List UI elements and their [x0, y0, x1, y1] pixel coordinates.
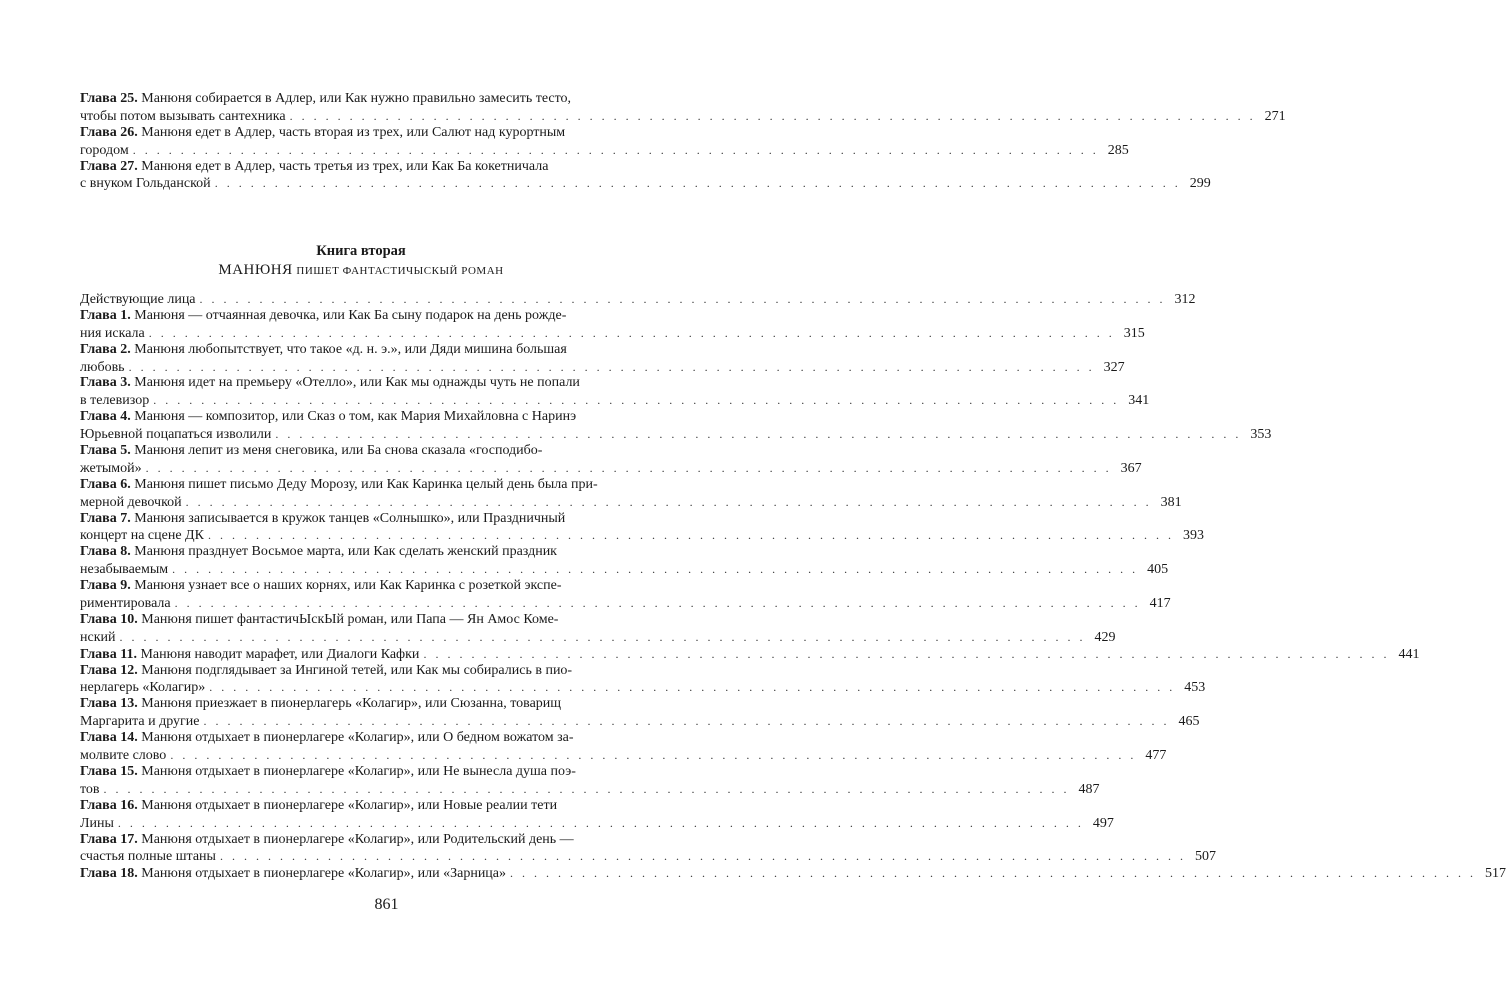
toc-line: [80, 460, 1142, 477]
toc-line: [80, 91, 642, 108]
entry-text: [80, 647, 419, 664]
toc-entry: [80, 91, 1286, 125]
toc-entry: [80, 611, 1116, 646]
entry-text: [80, 342, 567, 359]
dot-leader: . . . . . . . . . . . . . . . . . . . . . . . . . . . . . . . . . . . . . . . . . . . . . . . . . . . . . . . . . . . . . . . . . . . . . . . . . . . . . . . . .: [145, 460, 1112, 475]
entry-text: [80, 443, 542, 460]
toc-line: [80, 781, 1100, 798]
chapter-title: Манюня идет на премьеру «Отелло», или Как мы однажды чуть не попали: [130, 375, 580, 391]
entry-text: [80, 849, 216, 866]
chapter-title: Манюня отдыхает в пионерлагере «Колагир», или Родительский день —: [137, 831, 574, 847]
dot-leader: . . . . . . . . . . . . . . . . . . . . . . . . . . . . . . . . . . . . . . . . . . . . . . . . . . . . . . . . . . . . . . . . . . . . . . . . . . . . . . . . .: [174, 596, 1141, 611]
toc-line: [80, 342, 642, 359]
toc-line: [80, 443, 642, 460]
entry-text: [80, 91, 571, 108]
chapter-title: городом: [80, 142, 129, 158]
page-ref: 312: [1174, 292, 1196, 307]
toc-line: [80, 291, 1196, 308]
entry-text: [80, 630, 116, 647]
chapter-title: Манюня лепит из меня снеговика, или Ба снова сказала «господибо-: [130, 443, 543, 459]
toc-line: [80, 527, 1204, 544]
page-ref: 405: [1147, 562, 1169, 578]
entry-text: [80, 326, 145, 343]
dot-leader: . . . . . . . . . . . . . . . . . . . . . . . . . . . . . . . . . . . . . . . . . . . . . . . . . . . . . . . . . . . . . . . . . . . . . . . . . . . . . . . . .: [510, 866, 1477, 881]
toc-entry: [80, 865, 1506, 882]
dot-leader: . . . . . . . . . . . . . . . . . . . . . . . . . . . . . . . . . . . . . . . . . . . . . . . . . . . . . . . . . . . . . . . . . . . . . . . . . . . . . . . . .: [199, 292, 1166, 306]
entry-text: [80, 816, 114, 833]
toc-line: [80, 679, 1206, 696]
toc-entry: [80, 124, 1129, 159]
page-ref: 497: [1092, 815, 1114, 831]
dot-leader: . . . . . . . . . . . . . . . . . . . . . . . . . . . . . . . . . . . . . . . . . . . . . . . . . . . . . . . . . . . . . . . . . . . . . . . . . . . . . . . . .: [119, 629, 1086, 644]
entry-text: [80, 748, 166, 765]
entry-text: [80, 764, 576, 781]
chapter-number: Глава 14.: [80, 730, 138, 746]
dot-leader: . . . . . . . . . . . . . . . . . . . . . . . . . . . . . . . . . . . . . . . . . . . . . . . . . . . . . . . . . . . . . . . . . . . . . . . . . . . . . . . . .: [203, 714, 1170, 729]
toc-entry: [80, 510, 1204, 545]
toc-line: [80, 629, 1116, 646]
toc-line: [80, 832, 642, 849]
entry-text: [80, 714, 200, 731]
chapter-title: Манюня любопытствует, что такое «д. н. э.», или Дяди мишина большая: [130, 341, 567, 357]
chapter-number: Глава 7.: [80, 510, 131, 526]
chapter-title: Манюня отдыхает в пионерлагере «Колагир», или «Зарница»: [137, 866, 507, 882]
chapter-title: Манюня собирается в Адлер, или Как нужно правильно замесить тесто,: [137, 91, 572, 106]
toc-line: [80, 696, 642, 713]
book-label: Книга вторая: [316, 243, 406, 259]
chapter-title: ния искала: [80, 325, 145, 341]
toc-line: [80, 359, 1125, 376]
chapter-number: Глава 1.: [80, 307, 131, 323]
chapter-title: молвите слово: [80, 748, 167, 764]
toc-entry: [80, 662, 1206, 697]
toc-line: [80, 815, 1114, 832]
toc-entry: [80, 797, 1114, 832]
entry-text: [80, 143, 129, 160]
chapter-title: с внуком Гольданской: [80, 176, 211, 192]
page-ref: 507: [1194, 849, 1216, 865]
entry-text: [80, 125, 565, 142]
toc-entry: [80, 476, 1182, 511]
toc-line: [80, 730, 642, 747]
dot-leader: . . . . . . . . . . . . . . . . . . . . . . . . . . . . . . . . . . . . . . . . . . . . . . . . . . . . . . . . . . . . . . . . . . . . . . . . . . . . . . . . .: [289, 108, 1256, 123]
dot-leader: . . . . . . . . . . . . . . . . . . . . . . . . . . . . . . . . . . . . . . . . . . . . . . . . . . . . . . . . . . . . . . . . . . . . . . . . . . . . . . . . .: [423, 646, 1390, 661]
dot-leader: . . . . . . . . . . . . . . . . . . . . . . . . . . . . . . . . . . . . . . . . . . . . . . . . . . . . . . . . . . . . . . . . . . . . . . . . . . . . . . . . .: [172, 562, 1139, 577]
toc-line: [80, 159, 642, 176]
dot-leader: . . . . . . . . . . . . . . . . . . . . . . . . . . . . . . . . . . . . . . . . . . . . . . . . . . . . . . . . . . . . . . . . . . . . . . . . . . . . . . . . .: [219, 849, 1186, 864]
dot-leader: . . . . . . . . . . . . . . . . . . . . . . . . . . . . . . . . . . . . . . . . . . . . . . . . . . . . . . . . . . . . . . . . . . . . . . . . . . . . . . . . .: [209, 680, 1176, 695]
chapter-title: жетымой»: [80, 460, 142, 476]
toc-entry: [80, 646, 1420, 663]
toc-line: [80, 308, 642, 325]
chapter-title: мерной девочкой: [80, 494, 182, 510]
page-ref: 341: [1128, 393, 1150, 409]
toc-line: [80, 392, 1150, 409]
chapter-title: чтобы потом вызывать сантехника: [80, 108, 286, 124]
page-ref: 393: [1182, 528, 1204, 544]
chapter-title: Манюня приезжает в пионерлагерь «Колагир», или Сюзанна, товарищ: [137, 696, 562, 712]
entry-text: [80, 866, 506, 883]
toc-line: [80, 175, 1211, 192]
toc-line: [80, 494, 1182, 511]
chapter-number: Глава 18.: [80, 866, 138, 882]
toc-entry: [80, 696, 1200, 730]
toc-line: [80, 511, 642, 528]
entry-text: [80, 696, 561, 713]
chapter-title: Лины: [80, 815, 114, 831]
toc-line: [80, 612, 642, 629]
chapter-number: Глава 16.: [80, 797, 138, 813]
toc-line: [80, 595, 1171, 612]
page-ref: 465: [1178, 714, 1200, 730]
chapter-title: Манюня наводит марафет, или Диалоги Кафки: [136, 646, 420, 662]
dot-leader: . . . . . . . . . . . . . . . . . . . . . . . . . . . . . . . . . . . . . . . . . . . . . . . . . . . . . . . . . . . . . . . . . . . . . . . . . . . . . . . . .: [207, 528, 1174, 543]
chapter-title: Манюня — композитор, или Сказ о том, как Мария Михайловна с Наринэ: [130, 409, 577, 425]
chapter-number: Глава 15.: [80, 763, 138, 779]
chapter-number: Глава 2.: [80, 341, 131, 357]
entry-text: [80, 292, 196, 309]
page-ref: 285: [1107, 142, 1129, 158]
dot-leader: . . . . . . . . . . . . . . . . . . . . . . . . . . . . . . . . . . . . . . . . . . . . . . . . . . . . . . . . . . . . . . . . . . . . . . . . . . . . . . . . .: [275, 427, 1242, 442]
chapter-title: Манюня подглядывает за Ингиной тетей, или Как мы собирались в пио-: [137, 662, 573, 678]
page-ref: 367: [1120, 460, 1142, 476]
page-ref: 417: [1149, 596, 1171, 612]
chapter-title: любовь: [80, 359, 125, 375]
toc-entry: [80, 341, 1125, 376]
chapter-number: Глава 4.: [80, 409, 131, 425]
entry-text: [80, 393, 149, 410]
chapter-title: Манюня отдыхает в пионерлагере «Колагир», или О бедном вожатом за-: [137, 730, 574, 746]
entry-text: [80, 832, 574, 849]
dot-leader: . . . . . . . . . . . . . . . . . . . . . . . . . . . . . . . . . . . . . . . . . . . . . . . . . . . . . . . . . . . . . . . . . . . . . . . . . . . . . . . . .: [128, 359, 1095, 374]
entry-text: [80, 176, 211, 193]
dot-leader: . . . . . . . . . . . . . . . . . . . . . . . . . . . . . . . . . . . . . . . . . . . . . . . . . . . . . . . . . . . . . . . . . . . . . . . . . . . . . . . . .: [170, 748, 1137, 763]
toc-line: [80, 108, 1286, 125]
chapter-number: Глава 10.: [80, 611, 138, 627]
entry-text: [80, 680, 205, 697]
chapter-title: концерт на сцене ДК: [80, 528, 204, 544]
entry-text: [80, 798, 557, 815]
chapter-title: счастья полные штаны: [80, 849, 216, 865]
chapter-number: Глава 26.: [80, 124, 138, 140]
page-ref: 429: [1094, 629, 1116, 645]
entry-text: [80, 375, 580, 392]
page-ref: 487: [1078, 781, 1100, 797]
entry-text: [80, 109, 286, 126]
chapter-title: Манюня едет в Адлер, часть третья из трех, или Как Ба кокетничала: [137, 158, 549, 174]
book-two-heading: [80, 243, 642, 279]
chapter-title: Манюня записывается в кружок танцев «Солнышко», или Праздничный: [130, 510, 566, 526]
chapter-number: Глава 9.: [80, 578, 131, 594]
entry-text: [80, 495, 182, 512]
page-ref: 381: [1160, 494, 1182, 510]
chapter-number: Глава 8.: [80, 544, 131, 560]
toc-entry: [80, 158, 1211, 193]
entry-text: [80, 360, 125, 377]
toc-entry: [80, 375, 1150, 409]
chapter-title: Манюня — отчаянная девочка, или Как Ба сыну подарок на день рожде-: [130, 307, 567, 323]
toc-entry: [80, 443, 1142, 477]
chapter-number: Глава 27.: [80, 158, 138, 174]
chapter-number: Глава 6.: [80, 476, 131, 492]
toc-line: [80, 578, 642, 595]
toc-line: [80, 747, 1167, 764]
entry-text: [80, 730, 574, 747]
chapter-title: Манюня празднует Восьмое марта, или Как сделать женский праздник: [130, 544, 557, 560]
page-ref: 327: [1103, 359, 1125, 375]
toc-line: [80, 848, 1216, 865]
entry-text: [80, 308, 566, 325]
chapter-title: Манюня узнает все о наших корнях, или Как Каринка с розеткой экспе-: [130, 578, 562, 594]
book-title: [80, 262, 642, 279]
page-ref: 315: [1123, 325, 1145, 341]
entry-text: [80, 782, 100, 799]
chapter-title: Манюня отдыхает в пионерлагере «Колагир», или Не вынесла душа поэ-: [137, 763, 576, 779]
entry-text: [80, 409, 576, 426]
chapter-number: Глава 13.: [80, 696, 138, 712]
entry-text: [80, 427, 271, 444]
page-ref: 453: [1184, 680, 1206, 696]
page-number: 861: [374, 896, 399, 913]
chapter-title: в телевизор: [80, 393, 150, 409]
chapter-title: нский: [80, 629, 116, 645]
entry-text: [80, 159, 548, 176]
toc-line: [80, 798, 642, 815]
dot-leader: . . . . . . . . . . . . . . . . . . . . . . . . . . . . . . . . . . . . . . . . . . . . . . . . . . . . . . . . . . . . . . . . . . . . . . . . . . . . . . . . .: [185, 494, 1152, 509]
toc-entry: [80, 578, 1171, 612]
toc-main-section: [80, 291, 1506, 882]
chapter-title: нерлагерь «Колагир»: [80, 680, 206, 696]
toc-line: [80, 646, 1420, 663]
toc-line: [80, 325, 1145, 342]
chapter-title: Действующие лица: [80, 292, 196, 307]
chapter-title: Юрьевной поцапаться изволили: [80, 427, 272, 443]
toc-line: [80, 865, 1506, 882]
dot-leader: . . . . . . . . . . . . . . . . . . . . . . . . . . . . . . . . . . . . . . . . . . . . . . . . . . . . . . . . . . . . . . . . . . . . . . . . . . . . . . . . .: [153, 393, 1120, 408]
book-title-rest: ПИШЕТ ФАНТАСТИЧЫСКЫЙ РОМАН: [296, 265, 504, 277]
chapter-title: Маргарита и другие: [80, 714, 200, 730]
chapter-title: Манюня пишет письмо Деду Морозу, или Как Каринка целый день была при-: [130, 476, 598, 492]
entry-text: [80, 663, 572, 680]
toc-entry: [80, 409, 1272, 443]
toc-entry: [80, 831, 1216, 866]
toc-entry: [80, 307, 1145, 342]
entry-text: [80, 612, 558, 629]
toc-line: [80, 142, 1129, 159]
dot-leader: . . . . . . . . . . . . . . . . . . . . . . . . . . . . . . . . . . . . . . . . . . . . . . . . . . . . . . . . . . . . . . . . . . . . . . . . . . . . . . . . .: [103, 781, 1070, 796]
entry-text: [80, 528, 204, 545]
page-ref: 517: [1485, 866, 1506, 882]
entry-text: [80, 544, 557, 561]
page-ref: 441: [1398, 646, 1420, 662]
toc-line: [80, 477, 642, 494]
chapter-title: Манюня пишет фантастичЫскЫй роман, или Папа — Ян Амос Коме-: [137, 611, 559, 627]
toc-line: [80, 544, 642, 561]
chapter-title: Манюня едет в Адлер, часть вторая из трех, или Салют над курортным: [137, 124, 566, 140]
dot-leader: . . . . . . . . . . . . . . . . . . . . . . . . . . . . . . . . . . . . . . . . . . . . . . . . . . . . . . . . . . . . . . . . . . . . . . . . . . . . . . . . .: [214, 176, 1181, 191]
toc-entry: [80, 763, 1100, 798]
chapter-number: Глава 17.: [80, 831, 138, 847]
chapter-number: Глава 11.: [80, 646, 137, 662]
toc-line: [80, 764, 642, 781]
page-ref: 477: [1145, 748, 1167, 764]
toc-line: [80, 713, 1200, 730]
chapter-number: Глава 12.: [80, 662, 138, 678]
toc-line: [80, 561, 1169, 578]
entry-text: [80, 562, 168, 579]
chapter-number: Глава 3.: [80, 375, 131, 391]
chapter-title: тов: [80, 781, 100, 797]
toc-top-section: [80, 91, 1286, 192]
entry-text: [80, 596, 171, 613]
toc-line: [80, 426, 1272, 443]
page-ref: 299: [1189, 176, 1211, 192]
chapter-title: риментировала: [80, 596, 171, 612]
chapter-title: незабываемым: [80, 562, 169, 578]
toc-line: [80, 125, 642, 142]
toc-line: [80, 409, 642, 426]
book-title-name: МАНЮНЯ: [218, 262, 293, 278]
chapter-number: Глава 5.: [80, 443, 131, 459]
entry-text: [80, 578, 562, 595]
dot-leader: . . . . . . . . . . . . . . . . . . . . . . . . . . . . . . . . . . . . . . . . . . . . . . . . . . . . . . . . . . . . . . . . . . . . . . . . . . . . . . . . .: [132, 142, 1099, 157]
toc-line: [80, 375, 642, 392]
toc-entry: [80, 730, 1167, 764]
entry-text: [80, 461, 142, 478]
toc-entry: [80, 291, 1196, 308]
page-ref: 353: [1250, 427, 1272, 443]
chapter-number: Глава 25.: [80, 91, 138, 106]
dot-leader: . . . . . . . . . . . . . . . . . . . . . . . . . . . . . . . . . . . . . . . . . . . . . . . . . . . . . . . . . . . . . . . . . . . . . . . . . . . . . . . . .: [117, 815, 1084, 830]
page-ref: 271: [1264, 108, 1286, 124]
toc-entry: [80, 544, 1169, 578]
entry-text: [80, 511, 565, 528]
toc-line: [80, 663, 642, 680]
entry-text: [80, 477, 598, 494]
chapter-title: Манюня отдыхает в пионерлагере «Колагир», или Новые реалии тети: [137, 797, 558, 813]
dot-leader: . . . . . . . . . . . . . . . . . . . . . . . . . . . . . . . . . . . . . . . . . . . . . . . . . . . . . . . . . . . . . . . . . . . . . . . . . . . . . . . . .: [148, 325, 1115, 340]
